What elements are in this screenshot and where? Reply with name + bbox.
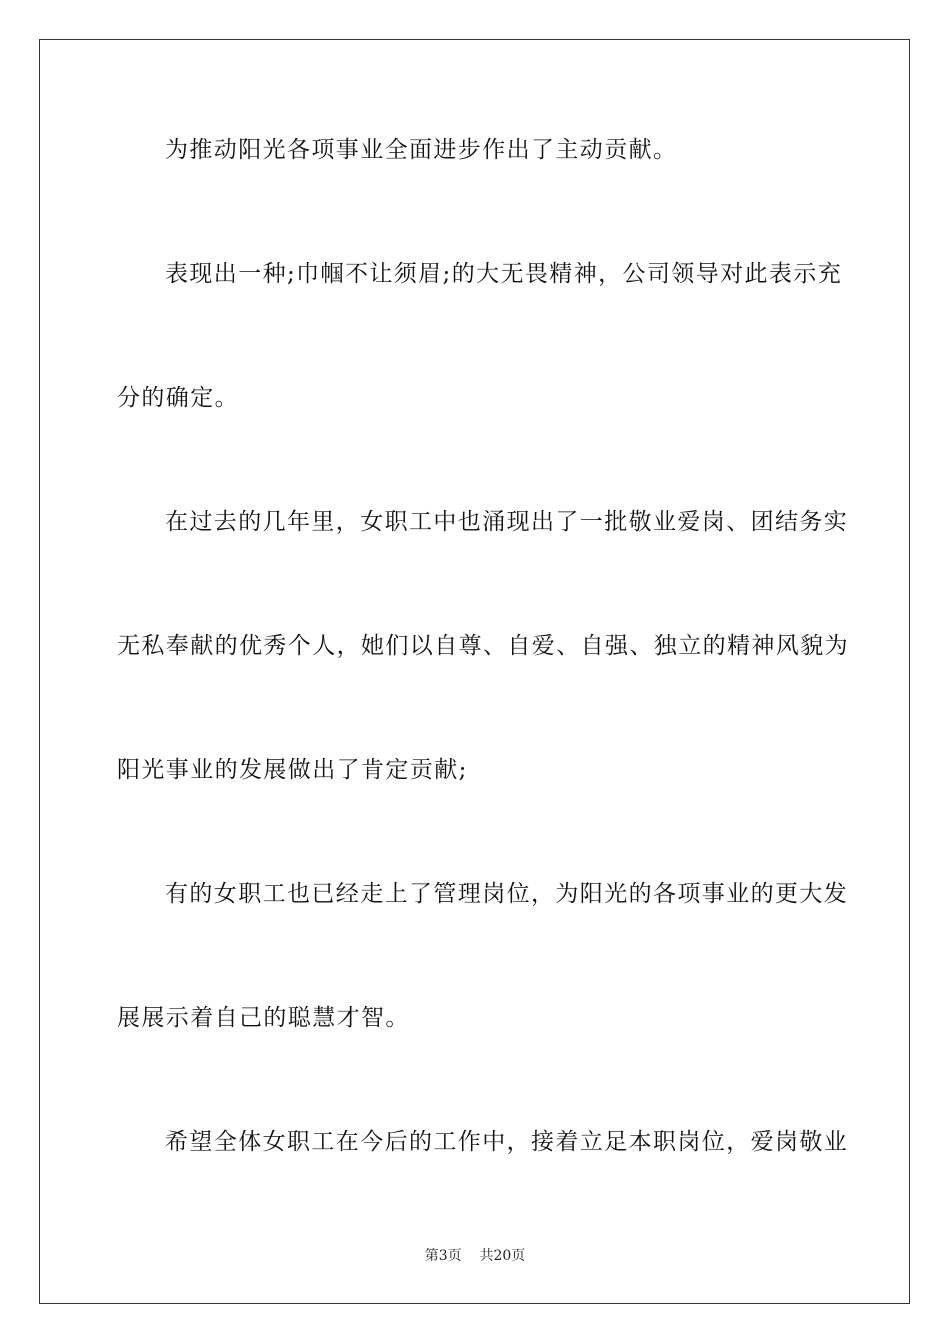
paragraph-line: 有的女职工也已经走上了管理岗位，为阳光的各项事业的更大发: [165, 881, 849, 907]
page-border: [39, 39, 910, 1304]
paragraph-line: 希望全体女职工在今后的工作中，接着立足本职岗位，爱岗敬业: [165, 1129, 849, 1155]
paragraph-line: 表现出一种;巾帼不让须眉;的大无畏精神，公司领导对此表示充: [165, 261, 843, 287]
paragraph-line: 分的确定。: [117, 385, 239, 411]
paragraph-line: 展展示着自己的聪慧才智。: [117, 1005, 410, 1031]
page-number-footer: 第3页 共20页: [424, 1248, 526, 1264]
paragraph-line: 无私奉献的优秀个人，她们以自尊、自爱、自强、独立的精神风貌为: [117, 633, 849, 659]
paragraph-line: 阳光事业的发展做出了肯定贡献;: [117, 757, 468, 783]
paragraph-line: 为推动阳光各项事业全面进步作出了主动贡献。: [165, 137, 678, 163]
paragraph-line: 在过去的几年里，女职工中也涌现出了一批敬业爱岗、团结务实: [165, 509, 849, 535]
